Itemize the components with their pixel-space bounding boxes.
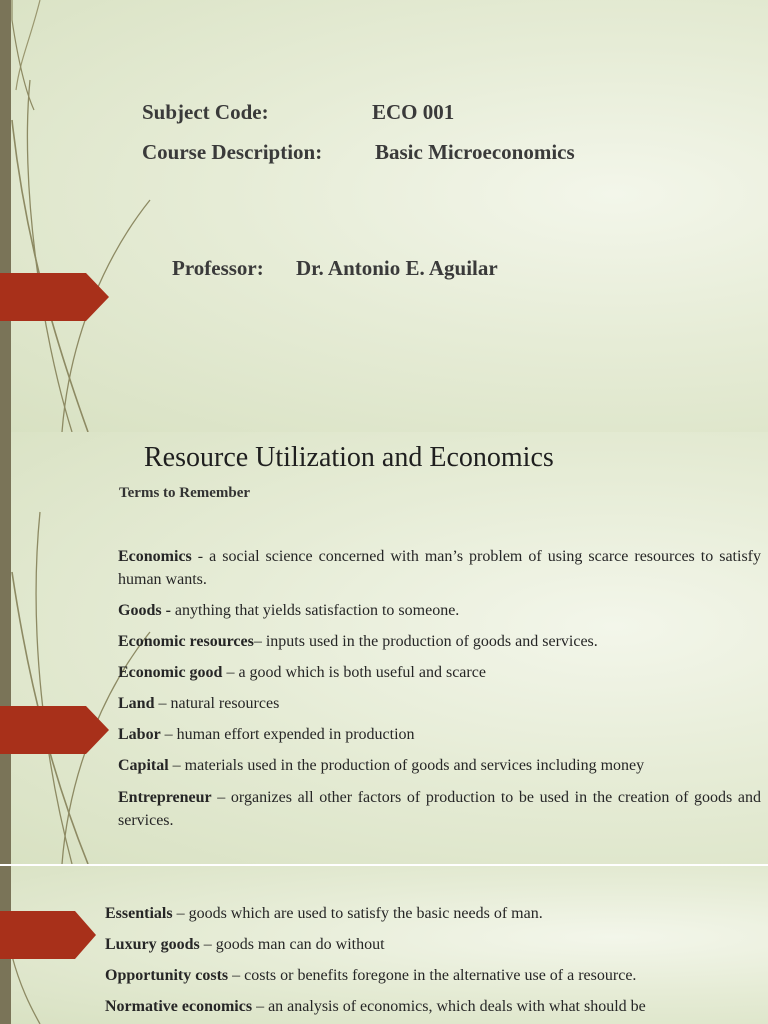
subject-code-label: Subject Code:	[142, 100, 269, 124]
term-labor: Labor – human effort expended in production	[118, 726, 415, 743]
slide-terms	[0, 432, 768, 864]
slide-title	[0, 0, 768, 432]
professor-label: Professor:	[172, 256, 264, 280]
decorative-swirl-lines	[0, 0, 160, 432]
course-description-value: Basic Microeconomics	[375, 140, 575, 164]
course-description-label: Course Description:	[142, 140, 323, 164]
term-capital: Capital – materials used in the production of goods and services including money	[118, 757, 645, 774]
red-arrow-tab	[0, 706, 109, 754]
subject-code-value: ECO 001	[372, 100, 455, 124]
term-luxury-goods: Luxury goods – goods man can do without	[105, 936, 385, 953]
professor-value: Dr. Antonio E. Aguilar	[296, 256, 498, 280]
term-goods: Goods - anything that yields satisfaction to someone.	[118, 602, 460, 619]
term-essentials: Essentials – goods which are used to satisfy the basic needs of man.	[105, 905, 543, 922]
term-economics: Economics - a social science concerned with man’s problem of using scarce resources to satisfy human wants.	[118, 548, 762, 588]
term-opportunity-costs: Opportunity costs – costs or benefits foregone in the alternative use of a resource.	[105, 967, 637, 984]
slide-more-terms	[0, 866, 768, 1024]
red-arrow-tab	[0, 273, 109, 321]
term-economic-good: Economic good – a good which is both useful and scarce	[118, 664, 486, 681]
term-entrepreneur: Entrepreneur – organizes all other factors of production to be used in the creation of goods and services.	[118, 789, 762, 829]
term-economic-resources: Economic resources– inputs used in the production of goods and services.	[118, 633, 598, 650]
terms-subtitle: Terms to Remember	[119, 485, 251, 501]
term-normative-economics: Normative economics – an analysis of economics, which deals with what should be	[105, 998, 646, 1015]
term-land: Land – natural resources	[118, 695, 280, 712]
slide-title: Resource Utilization and Economics	[144, 442, 554, 473]
